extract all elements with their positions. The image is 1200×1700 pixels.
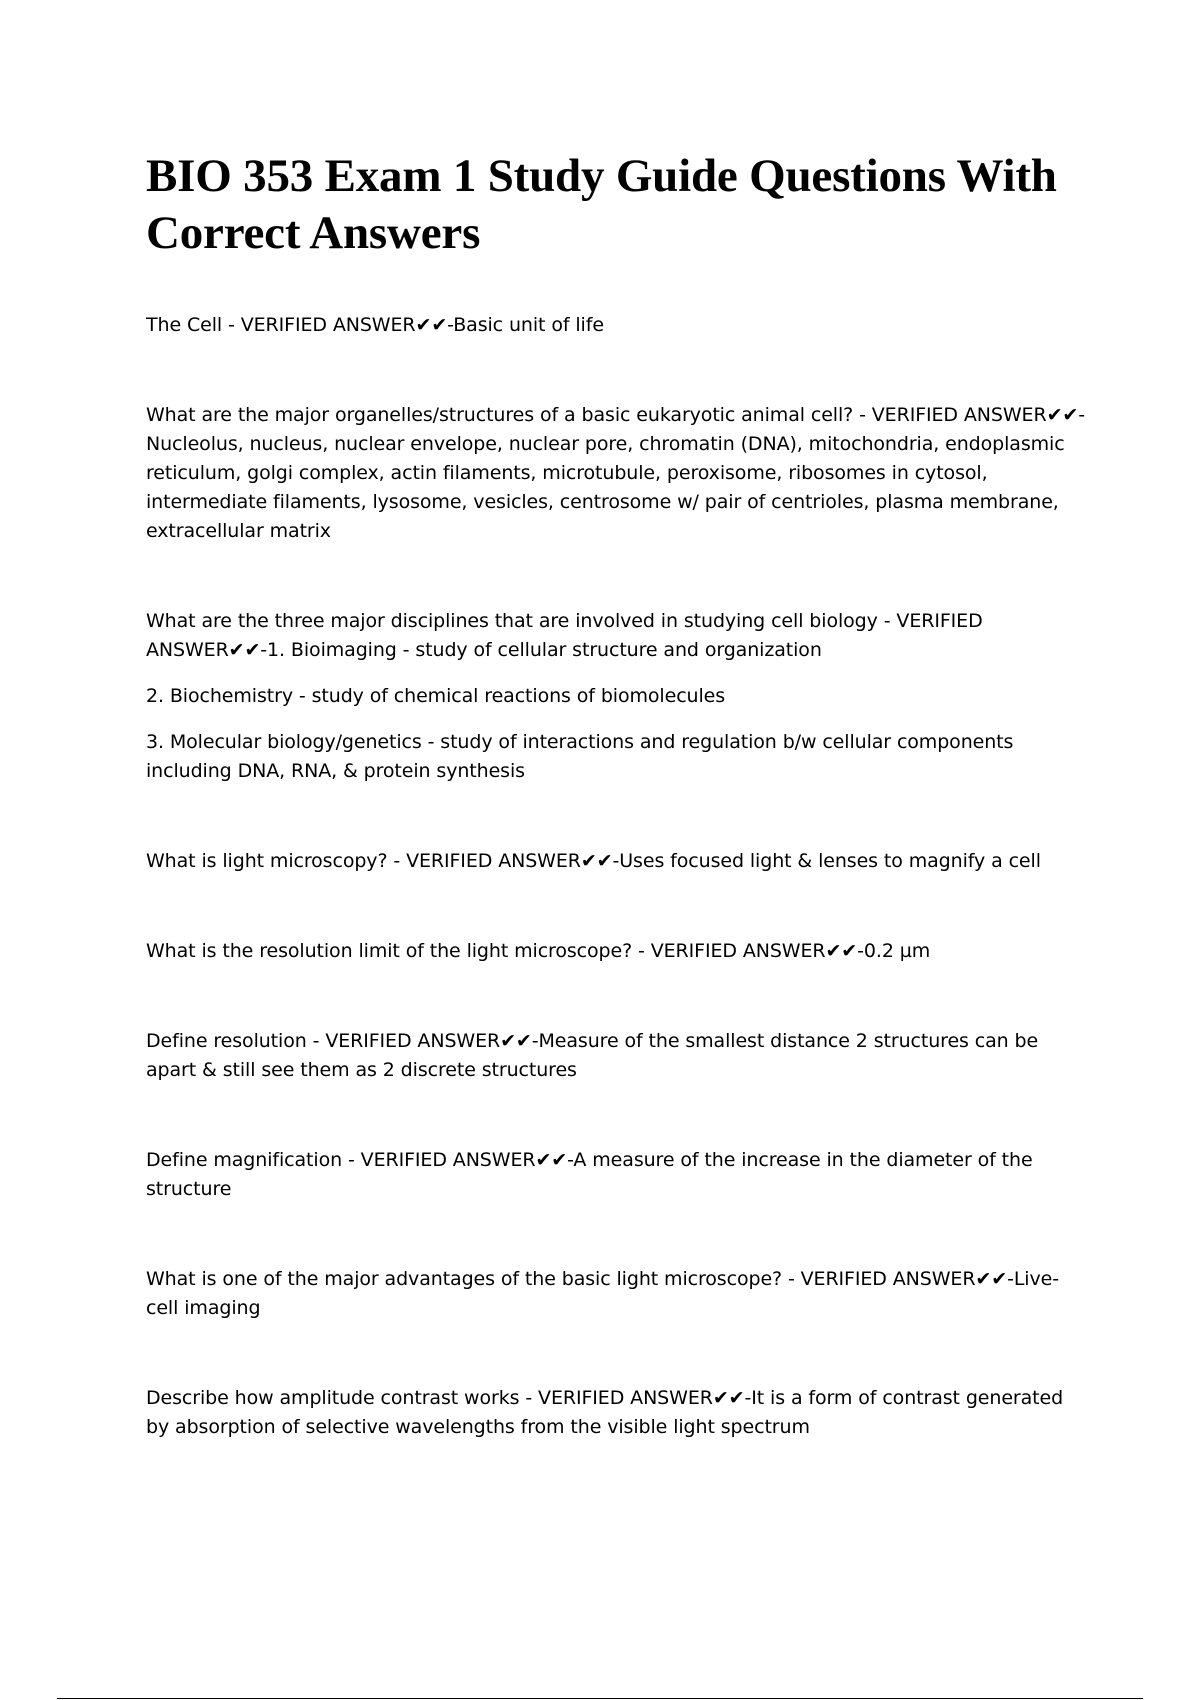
qa-text: What are the three major disciplines that are involved in studying cell biology - VERIFIED ANSWER✔✔-1. Bioimaging - study of cellular structure and organization bbox=[146, 610, 983, 661]
qa-text: Define magnification - VERIFIED ANSWER✔✔-A measure of the increase in the diameter of the structure bbox=[146, 1149, 1033, 1200]
document-page bbox=[146, 148, 1086, 1503]
qa-text: 2. Biochemistry - study of chemical reactions of biomolecules bbox=[146, 685, 726, 707]
qa-item-disciplines bbox=[146, 607, 1086, 786]
qa-item-amplitude-contrast bbox=[146, 1384, 1086, 1442]
qa-text: What is one of the major advantages of the basic light microscope? - VERIFIED ANSWER✔✔-Live-cell imaging bbox=[146, 1268, 1059, 1319]
qa-item-light-microscopy bbox=[146, 847, 1086, 876]
qa-item-define-resolution bbox=[146, 1027, 1086, 1085]
qa-item-resolution-limit bbox=[146, 937, 1086, 966]
qa-text: 3. Molecular biology/genetics - study of interactions and regulation b/w cellular components including DNA, RNA, & protein synthesis bbox=[146, 731, 1014, 782]
qa-text: What is light microscopy? - VERIFIED ANSWER✔✔-Uses focused light & lenses to magnify a cell bbox=[146, 850, 1041, 872]
qa-item-advantages bbox=[146, 1265, 1086, 1323]
qa-item-organelles bbox=[146, 401, 1086, 546]
qa-text: What are the major organelles/structures of a basic eukaryotic animal cell? - VERIFIED ANSWER✔✔-Nucleolus, nucleus, nuclear envelope, nuclear pore, chromatin (DNA), mitochondria, endoplasmic reticulum, golgi complex, actin filaments, microtubule, peroxisome, ribosomes in cytosol, intermediate filaments, lysosome, vesicles, centrosome w/ pair of centrioles, plasma membrane, extracellular matrix bbox=[146, 404, 1085, 542]
qa-text: Define resolution - VERIFIED ANSWER✔✔-Measure of the smallest distance 2 structures can be apart & still see them as 2 discrete structures bbox=[146, 1030, 1039, 1081]
qa-text: The Cell - VERIFIED ANSWER✔✔-Basic unit of life bbox=[146, 314, 604, 336]
footer-divider bbox=[57, 1698, 1143, 1699]
document-title: BIO 353 Exam 1 Study Guide Questions With Correct Answers bbox=[146, 150, 1057, 259]
qa-text: Describe how amplitude contrast works - VERIFIED ANSWER✔✔-It is a form of contrast generated by absorption of selective wavelengths from the visible light spectrum bbox=[146, 1387, 1064, 1438]
qa-text: What is the resolution limit of the light microscope? - VERIFIED ANSWER✔✔-0.2 µm bbox=[146, 940, 931, 962]
qa-item-cell bbox=[146, 311, 1086, 340]
qa-item-define-magnification bbox=[146, 1146, 1086, 1204]
